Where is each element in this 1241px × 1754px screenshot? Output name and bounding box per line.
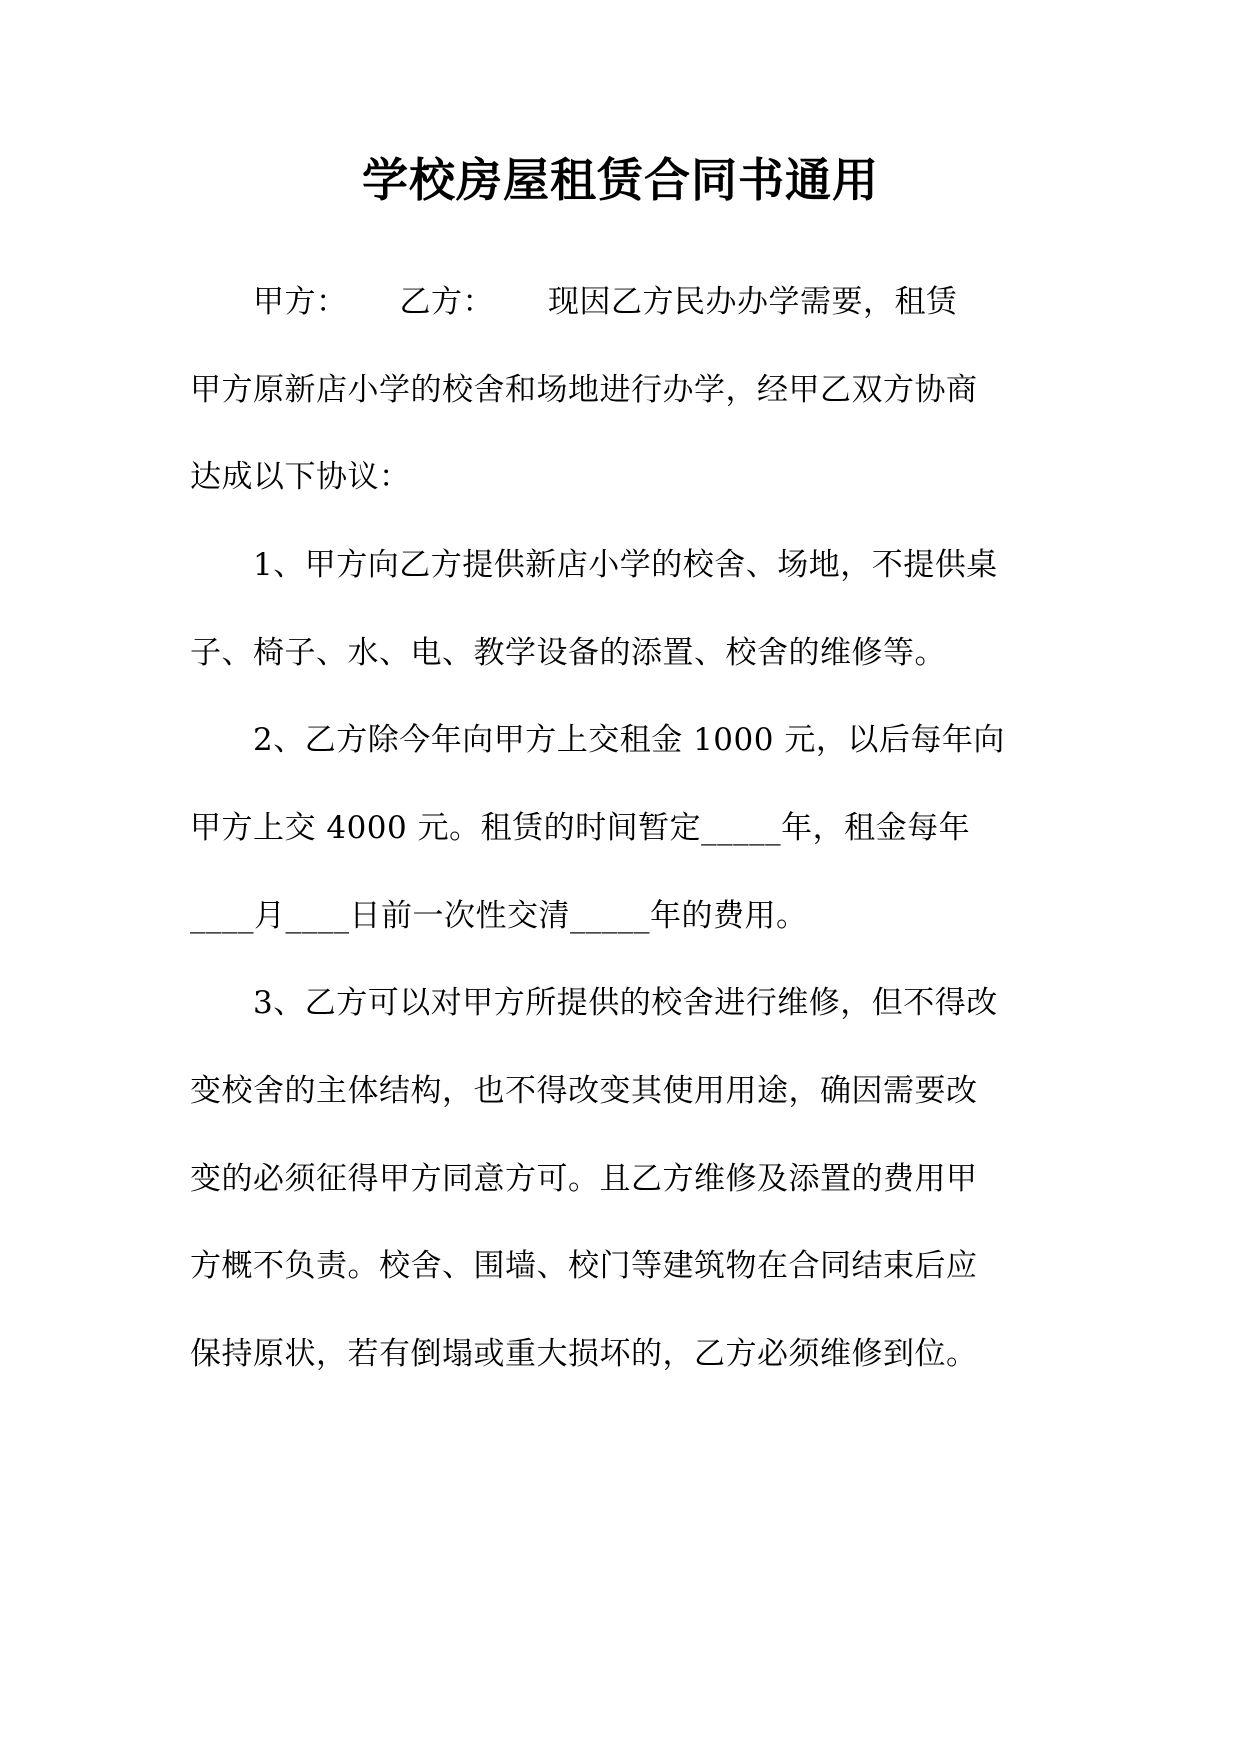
clause3-line-4: 方概不负责。校舍、围墙、校门等建筑物在合同结束后应: [190, 1248, 978, 1284]
clause3-line-1: 3、乙方可以对甲方所提供的校舍进行维修，但不得改: [253, 985, 998, 1021]
intro-line-3: 达成以下协议：: [190, 459, 411, 495]
clause3-line-5: 保持原状，若有倒塌或重大损坏的，乙方必须维修到位。: [190, 1336, 978, 1372]
intro-line-1: [253, 277, 1133, 327]
clause2-line-1: 2、乙方除今年向甲方上交租金 1000 元，以后每年向: [253, 722, 1005, 758]
party-a-label: 甲方：: [253, 284, 348, 320]
clause3-line-2: 变校舍的主体结构，也不得改变其使用用途，确因需要改: [190, 1073, 978, 1109]
clause1-line-2: 子、椅子、水、电、教学设备的添置、校舍的维修等。: [190, 635, 946, 671]
clause2-line-2: 甲方上交 4000 元。租赁的时间暂定_____年，租金每年: [190, 810, 971, 846]
clause2-line-3: ____月____日前一次性交清_____年的费用。: [190, 898, 808, 934]
party-b-label: 乙方：: [399, 284, 494, 320]
clause3-line-3: 变的必须征得甲方同意方可。且乙方维修及添置的费用甲: [190, 1161, 978, 1197]
clause1-line-1: 1、甲方向乙方提供新店小学的校舍、场地，不提供桌: [253, 547, 998, 583]
intro-text: 现因乙方民办办学需要，租赁: [548, 284, 958, 320]
intro-line-2: 甲方原新店小学的校舍和场地进行办学，经甲乙双方协商: [190, 372, 978, 408]
document-title: 学校房屋租赁合同书通用: [362, 153, 879, 207]
